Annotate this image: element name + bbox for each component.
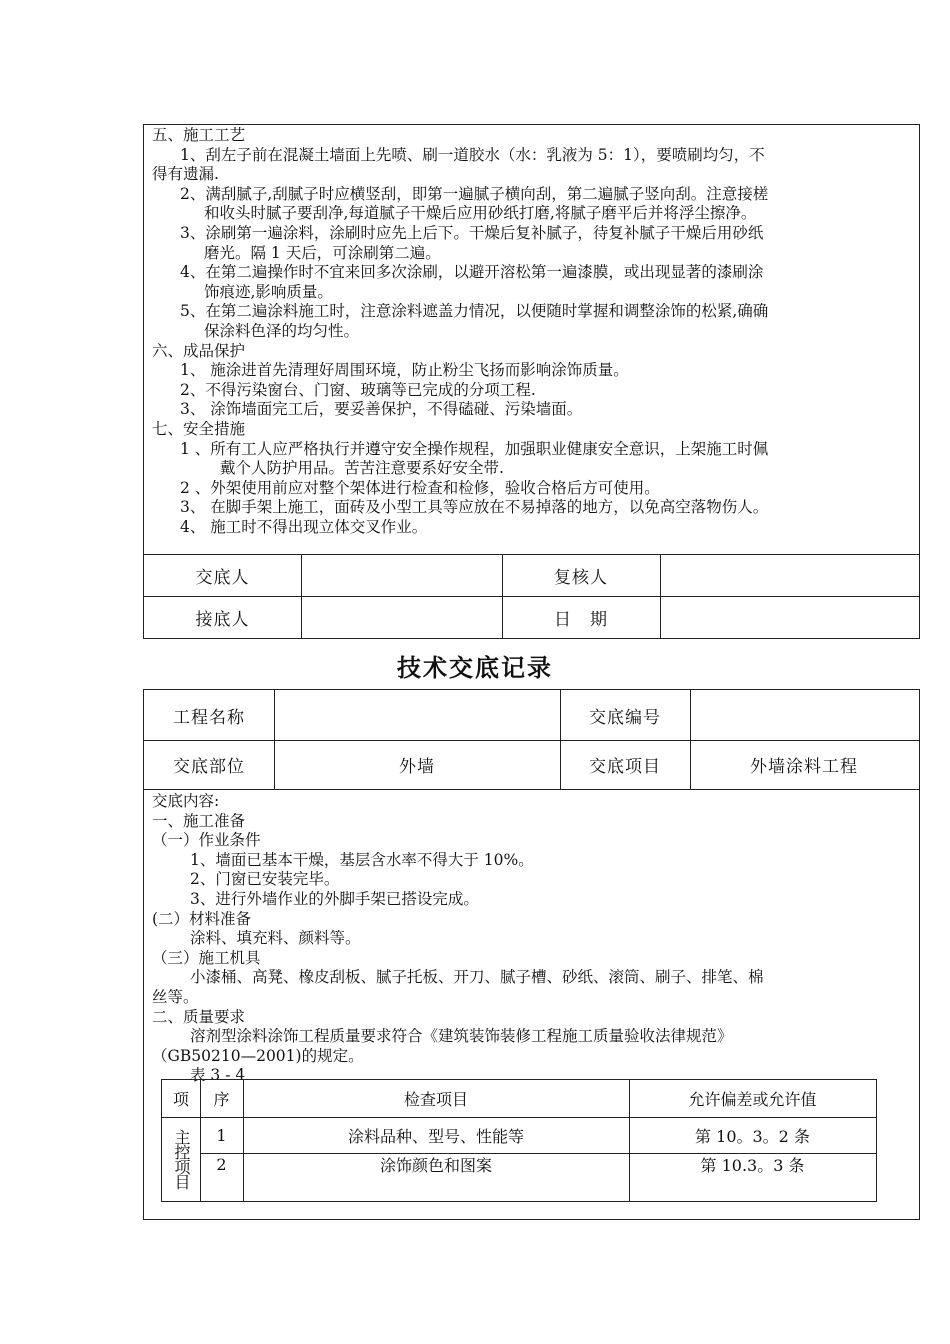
text-line: 七、安全措施: [152, 419, 246, 438]
text-line: 4、 施工时不得出现立体交叉作业。: [180, 517, 428, 536]
handover-part-value[interactable]: 外墙: [399, 757, 435, 777]
table-header-tolerance: 允许偏差或允许值: [688, 1090, 817, 1109]
text-line: 六、成品保护: [152, 341, 246, 360]
text-line: 五、施工工艺: [152, 126, 246, 144]
table-row-1-no: 1: [216, 1125, 227, 1145]
text-line: （GB50210—2001)的规定。: [152, 1046, 364, 1065]
text-line: 小漆桶、高凳、橡皮刮板、腻子托板、开刀、腻子槽、砂纸、滚筒、刷子、排笔、棉: [190, 968, 764, 987]
text-line: 磨光。隔 1 天后，可涂刷第二遍。: [204, 243, 441, 262]
text-line: 饰痕迹,影响质量。: [204, 282, 333, 301]
table-row-2-item: 涂饰颜色和图案: [379, 1155, 492, 1175]
reviewer-label: 复核人: [554, 567, 608, 588]
table-header-no: 序: [213, 1090, 230, 1109]
table-row-1-value: 第 10。3。2 条: [695, 1126, 810, 1146]
date-label: 日 期: [554, 609, 608, 630]
page-title: 技术交底记录: [397, 654, 553, 682]
text-line: （一）作业条件: [152, 831, 261, 850]
table-row-2-value: 第 10.3。3 条: [700, 1155, 805, 1175]
text-line: 2 、外架使用前应对整个架体进行检查和检修，验收合格后方可使用。: [180, 478, 660, 497]
receiver-label: 接底人: [195, 609, 250, 630]
text-line: 2、满刮腻子,刮腻子时应横竖刮，即第一遍腻子横向刮，第二遍腻子竖向刮。注意接槎: [180, 184, 769, 203]
handover-part-label: 交底部位: [173, 757, 245, 777]
table-row-2-no: 2: [216, 1154, 227, 1174]
text-line: 3、 在脚手架上施工，面砖及小型工具等应放在不易掉落的地方，以免高空落物伤人。: [180, 498, 769, 517]
text-line: 1 、所有工人应严格执行并遵守安全操作规程，加强职业健康安全意识，上架施工时佩: [180, 439, 769, 458]
text-line: 戴个人防护用品。苦苦注意要系好安全带.: [220, 459, 504, 478]
text-line: 保涂料色泽的均匀性。: [204, 321, 360, 340]
text-line: 表 3 - 4: [190, 1066, 246, 1085]
info-bottom-divider: [144, 789, 919, 790]
handover-person-value[interactable]: [301, 554, 502, 596]
upper-section: [143, 124, 920, 639]
handover-item-value[interactable]: 外墙涂料工程: [750, 757, 858, 777]
text-line: 一、施工准备: [152, 811, 246, 830]
table-group-label: 主控项目: [172, 1129, 191, 1189]
text-line: 5、在第二遍涂料施工时，注意涂料遮盖力情况，以便随时掌握和调整涂饰的松紧,确确: [180, 302, 769, 321]
table-header-check-item: 检查项目: [403, 1090, 468, 1109]
text-line: 3、涂刷第一遍涂料，涂刷时应先上后下。干燥后复补腻子，待复补腻子干燥后用砂纸: [180, 223, 764, 242]
table-row-1-item: 涂料品种、型号、性能等: [347, 1126, 524, 1146]
receiver-value[interactable]: [301, 596, 502, 638]
date-value[interactable]: [660, 596, 918, 638]
text-line: 1、墙面已基本干燥，基层含水率不得大于 10%。: [190, 850, 534, 869]
construction-text-block: [144, 126, 919, 537]
handover-item-label: 交底项目: [589, 757, 661, 777]
text-line: 交底内容:: [152, 792, 220, 810]
text-line: 涂料、填充料、颜料等。: [190, 929, 361, 948]
handover-content-block: [144, 792, 919, 1086]
text-line: 和收头时腻子要刮净,每道腻子干燥后应用砂纸打磨,将腻子磨平后并将浮尘擦净。: [204, 204, 757, 223]
lower-section: [143, 689, 920, 1220]
text-line: 1、刮左子前在混凝土墙面上先喷、刷一道胶水（水：乳液为 5：1），要喷刷均匀，不: [180, 145, 765, 164]
text-line: 1、 施涂进首先清理好周围环境，防止粉尘飞扬而影响涂饰质量。: [180, 361, 629, 380]
text-line: 丝等。: [152, 987, 199, 1006]
inspection-table: [161, 1079, 877, 1202]
text-line: 二、质量要求: [152, 1007, 246, 1026]
text-line: 3、进行外墙作业的外脚手架已搭设完成。: [190, 889, 479, 908]
text-line: (二）材料准备: [152, 909, 252, 928]
handover-code-label: 交底编号: [589, 707, 661, 728]
reviewer-value[interactable]: [660, 554, 918, 596]
text-line: 2、不得污染窗台、门窗、玻璃等已完成的分项工程.: [180, 380, 536, 399]
handover-code-value[interactable]: [690, 690, 918, 740]
project-name-value[interactable]: [274, 690, 560, 740]
project-name-label: 工程名称: [173, 707, 245, 728]
text-line: 溶剂型涂料涂饰工程质量要求符合《建筑装饰装修工程施工质量验收法律规范》: [190, 1027, 733, 1046]
table-header-group: 项: [172, 1090, 189, 1109]
text-line: 得有遗漏.: [152, 165, 219, 184]
text-line: 3、 涂饰墙面完工后，要妥善保护，不得磕碰、污染墙面。: [180, 400, 583, 419]
text-line: 4、在第二遍操作时不宜来回多次涂刷，以避开溶松第一遍漆膜，或出现显著的漆刷涂: [180, 263, 764, 282]
text-line: （三）施工机具: [152, 948, 261, 967]
handover-person-label: 交底人: [195, 567, 250, 588]
text-line: 2、门窗已安装完毕。: [190, 870, 340, 889]
